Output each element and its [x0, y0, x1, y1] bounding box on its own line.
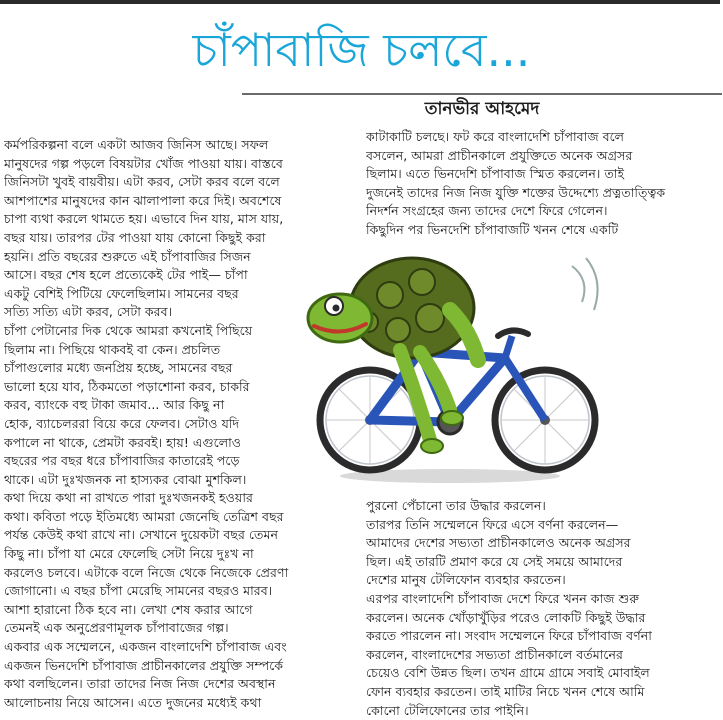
text-line: হোক, ব্যাচেলররা বিয়ে করে ফেলব। সেটাও যদি [4, 415, 240, 431]
text-line: পুরনো পেঁচানো তার উদ্ধার করলেন। [366, 498, 546, 513]
text-line: আসে। বছর শেষ হলে প্রত্যেকেই টের পাই— চাঁপা [4, 267, 248, 283]
text-line: আশা হারানো ঠিক হবে না। লেখা শেষ করার আগে [4, 601, 253, 617]
right-column-bottom [366, 497, 720, 720]
text-line: মানুষদের গল্প পড়লে বিষয়টার খোঁজ পাওয়া যায়। বাস্তবে [4, 155, 283, 171]
text-line: কিছু না। চাঁপা যা মেরে ফেলেছি সেটা নিয়ে দুঃখ না [4, 546, 254, 562]
text-line: বসলেন, আমরা প্রাচীনকালে প্রযুক্তিতে অনেক অগ্রসর [366, 147, 633, 163]
text-line: থাকে। এটা দুঃখজনক না হাস্যকর বোঝা মুশকিল। [4, 471, 247, 487]
text-line: করতে পারলেন না। সংবাদ সম্মেলনে ফিরে চাঁপাবাজ বর্ণনা [366, 628, 652, 644]
text-line: করলেন, বাংলাদেশের সভ্যতা প্রাচীনকালে বর্তমানের [366, 646, 623, 662]
text-line: আমাদের দেশের সভ্যতা প্রাচীনকালেও অনেক অগ্রসর [366, 535, 631, 551]
text-line: কথা। কবিতা পড়ে ইতিমধ্যে আমরা জেনেছি তেত্রিশ বছর [4, 508, 284, 524]
text-line: তারপর তিনি সম্মেলনে ফিরে এসে বর্ণনা করলেন— [366, 516, 619, 532]
byline-rule [242, 93, 722, 95]
text-line: দেশের মানুষ টেলিফোন ব্যবহার করতেন। [366, 572, 566, 588]
text-line: এরপর বাংলাদেশি চাঁপাবাজ দেশে ফিরে খনন কাজ শুরু [366, 590, 640, 606]
text-line: সত্যি সত্যি এটা করব, সেটা করব। [4, 304, 173, 320]
text-line: কিছুদিন পর ভিনদেশি চাঁপাবাজটি খনন শেষে একটি [366, 221, 619, 237]
text-line: কথা দিয়ে কথা না রাখতে পারা দুঃখজনকই হওয়ার [4, 490, 253, 506]
author-byline: তানভীর আহমেদ [424, 99, 540, 119]
text-line: কথা বলছিলেন। তারা তাদের নিজ নিজ দেশের অবস্থান [4, 676, 276, 692]
text-line: আশপাশের মানুষদের কান ঝালাপালা করে দিই। অবশেষে [4, 192, 282, 208]
text-line: চাঁপাগুলোর মধ্যে জনপ্রিয় হচ্ছে, সামনের বছর [4, 360, 233, 376]
text-line: একবার এক সম্মেলনে, একজন বাংলাদেশি চাঁপাবাজ এবং [4, 639, 287, 655]
text-line: ছিল। এই তারটি প্রমাণ করে যে সেই সময়ে আমাদের [366, 553, 623, 569]
text-line: বছর যায়। তারপর টের পাওয়া যায় কোনো কিছুই করা [4, 229, 266, 245]
text-line: পর্যন্ত কেউই কথা রাখে না। সেখানে দুয়েকটা বছর তেমন [4, 527, 278, 543]
text-line: তেমনই এক অনুপ্রেরণামূলক চাঁপাবাজের গল্প। [4, 620, 229, 636]
text-line: দুজনেই তাদের নিজ নিজ যুক্তি শক্তের উদ্দেশ্যে প্রত্নতাত্ত্বিক [366, 184, 666, 200]
text-line: একজন ভিনদেশি চাঁপাবাজ প্রাচীনকালের প্রযুক্তি সম্পর্কে [4, 657, 284, 673]
text-line: ছিলাম। এতে ভিনদেশি চাঁপাবাজ স্মিত করলেন। তাই [366, 166, 625, 182]
text-line: করব, ব্যাংকে বহু টাকা জমাব... আর কিছু না [4, 397, 225, 413]
text-line: কপালে না থাকে, প্রেমটা করবই। হায়! এগুলোও [4, 434, 241, 450]
text-line: নিদর্শন সংগ্রহের জন্য তাদের দেশে ফিরে গেলেন। [366, 203, 608, 219]
text-line: কাটাকাটি চলছে। ফট করে বাংলাদেশি চাঁপাবাজ বলে [366, 129, 625, 144]
text-line: জোগানো। এ বছর চাঁপা মেরেছি সামনের বছরও মারব। [4, 583, 273, 599]
text-line: একটু বেশিই পিটিয়ে ফেলেছিলাম। সামনের বছর [4, 285, 239, 301]
text-line: চাপা ব্যথা করলে থামতে হয়। এভাবে দিন যায়, মাস যায়, [4, 211, 284, 227]
text-line: হয়নি। প্রতি বছরের শুরুতে এই চাঁপাবাজির সিজন [4, 248, 251, 264]
text-line: আলোচনায় নিয়ে আসেন। এতে দুজনের মধ্যেই কথা [4, 694, 262, 710]
top-rule [0, 0, 720, 4]
text-line: চেয়েও বেশি উন্নত ছিল। তখন গ্রামে গ্রামে সবাই মোবাইল [366, 665, 650, 681]
text-line: ভালো হয়ে যাব, ঠিকমতো পড়াশোনা করব, চাকরি [4, 378, 250, 394]
text-line: কোনো টেলিফোনের তার পাইনি। [366, 702, 529, 718]
text-line: চাঁপা পেটানোর দিক থেকে আমরা কখনোই পিছিয়ে [4, 322, 253, 338]
text-line: কর্মপরিকল্পনা বলে একটা আজব জিনিস আছে। সফল [4, 137, 269, 152]
article-title: চাঁপাবাজি চলবে... [192, 23, 531, 77]
text-line: বছরের পর বছর ধরে চাঁপাবাজির কাতারেই পড়ে [4, 453, 240, 469]
text-line: জিনিসটা খুবই বায়বীয়। এটা করব, সেটা করব বলে বলে [4, 174, 280, 190]
text-line: করলেন। অনেক খোঁড়াখুঁড়ির পরেও লোকটি কিছুই উদ্ধার [366, 609, 646, 625]
right-column-top [366, 128, 720, 240]
text-line: ফোন ব্যবহার করতেন। তাই মাটির নিচে খনন শেষে আমি [366, 683, 645, 699]
turtle-riding-bicycle-icon [300, 240, 610, 486]
text-line: করলেও চলবে। এটাকে বলে নিজে থেকে নিজেকে প্রেরণা [4, 564, 289, 580]
text-line: ছিলাম না। পিছিয়ে থাকবই বা কেন। প্রচলিত [4, 341, 221, 357]
